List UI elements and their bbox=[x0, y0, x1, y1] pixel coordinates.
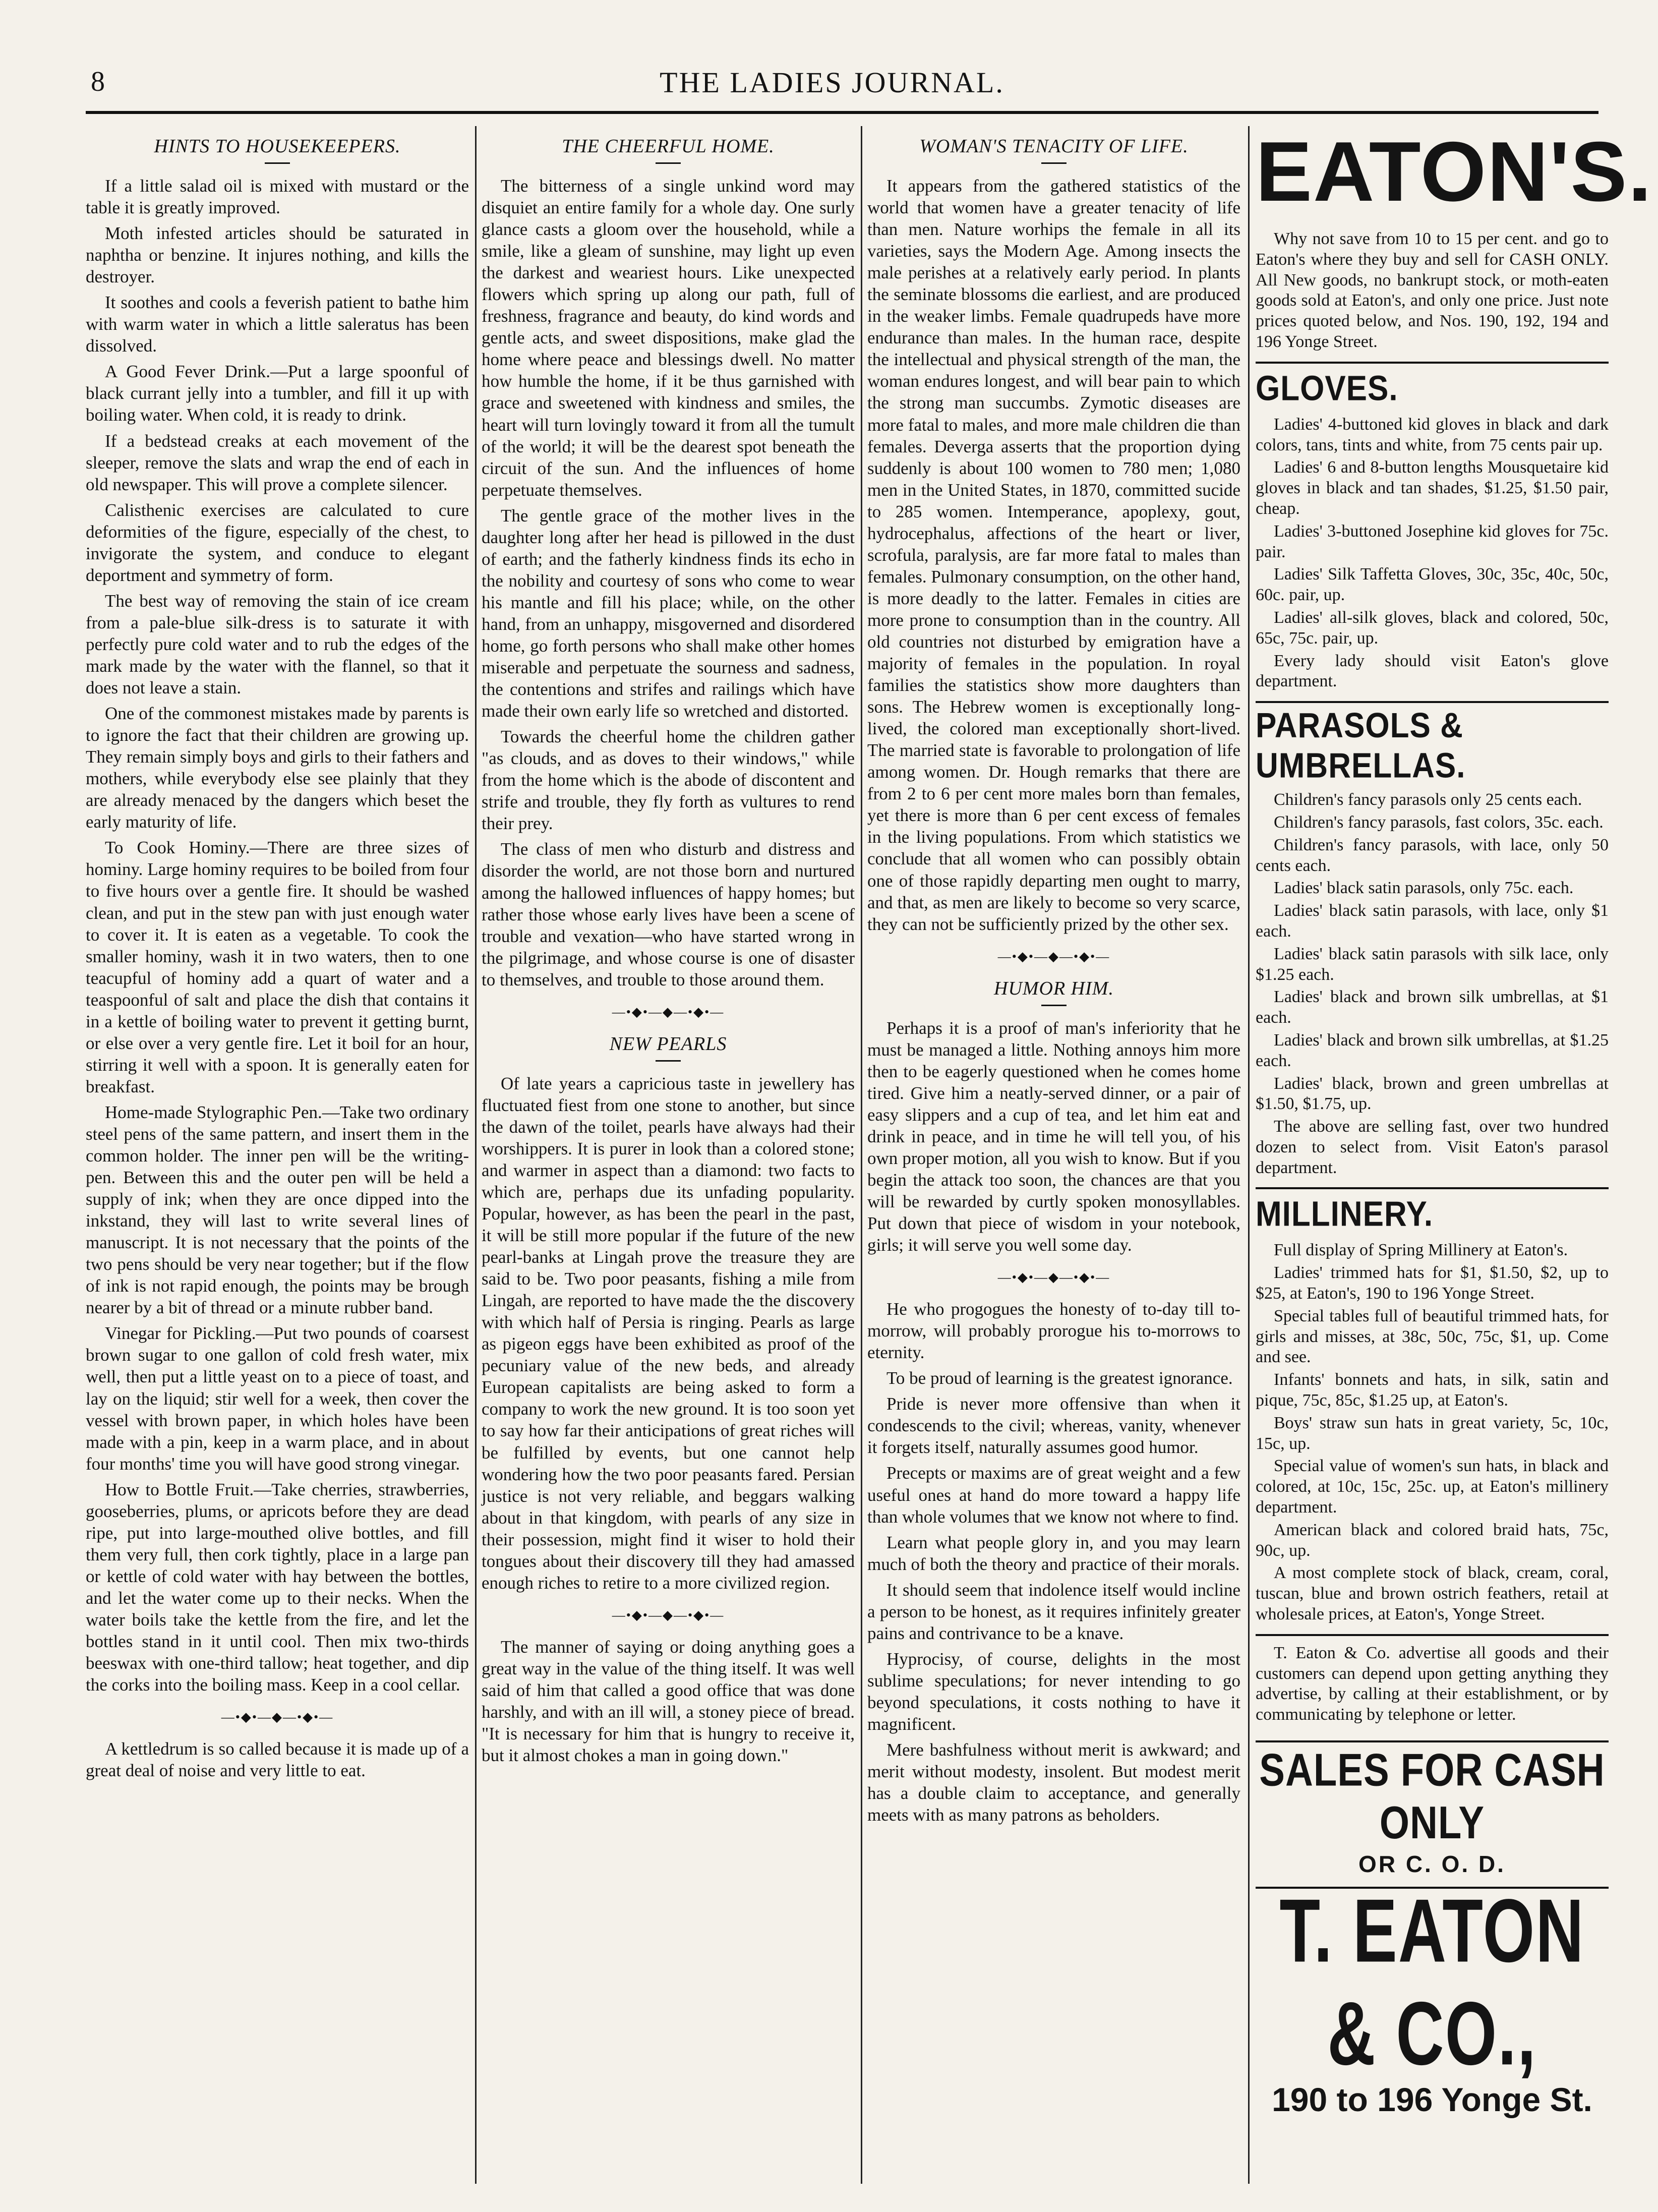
section-ornament: —•◆•—◆—•◆•— bbox=[612, 1004, 725, 1019]
title-rule bbox=[656, 1060, 681, 1062]
article-paragraph: The best way of removing the stain of ice cream from a pale-blue silk-dress is to saturate it with perfectly pure cold water and to rub the edges of the mark made by the water with the flannel, so that it does not leave a stain. bbox=[86, 591, 469, 698]
section-title: THE CHEERFUL HOME. bbox=[562, 136, 775, 157]
article-paragraph: The class of men who disturb and distress and disorder the world, are not those born and nurtured among the hallowed influences of happy homes; but rather those whose early lives have been a scene of trouble and vexation—who have started wrong in the pilgrimage, and whose course is one of disaster to themselves, and trouble to those around them. bbox=[482, 839, 855, 989]
price-item: Ladies' black satin parasols, only 75c. each. bbox=[1274, 879, 1574, 898]
maxim-paragraph: It should seem that indolence itself would incline a person to be honest, as it requires infinitely greater pains and contrivance to be a knave. bbox=[867, 1580, 1240, 1643]
advertisement-closing: T. Eaton & Co. advertise all goods and their customers can depend upon getting anything they advertise, by calling at their establishment, or by communicating by telephone or letter. bbox=[1256, 1643, 1609, 1724]
price-item: Ladies' black and brown silk umbrellas, at $1 each. bbox=[1256, 987, 1609, 1027]
article-paragraph: Of late years a capricious taste in jewellery has fluctuated fiest from one stone to another, but since the dawn of the toilet, pearls have always had their worshippers. It is purer in look than a colored stone; and warmer in aspect than a diamond: two facts to which are, perhaps due its unfading popularity. Popular, however, as has been the pearl in the past, it will be still more popular if the future of the new pearl-banks at Lingah prove the treasure they are said to be. Two poor peasants, fishing a mile from Lingah, are reported to have made the the discovery with which half of Persia is ringing. Pearls as large as pigeon eggs have been exhibited as proof of the pecuniary value of the new beds, and already European capitalists are being asked to form a company to work the new ground. It is too soon yet to say how far their anticipations of great riches will be fulfilled by events, but one cannot help wondering how the two poor peasants fared. Persian justice is not very reliable, and beggars walking about in that kingdom, with pearls of any size in their possession, might find it wiser to hold their tongues about their discovery till they had amassed enough riches to retire to a more civilized region. bbox=[482, 1073, 855, 1593]
price-item: Ladies' 3-buttoned Josephine kid gloves for 75c. pair. bbox=[1256, 521, 1609, 561]
article-paragraph: A Good Fever Drink.—Put a large spoonful of black currant jelly into a tumbler, and fill it up with boiling water. When cold, it is ready to drink. bbox=[86, 362, 469, 425]
article-paragraph: Moth infested articles should be saturated in naphtha or benzine. It injures nothing, and kills the destroyer. bbox=[86, 223, 469, 287]
article-paragraph: How to Bottle Fruit.—Take cherries, strawberries, gooseberries, plums, or apricots before they are dead ripe, put into large-mouthed olive bottles, and fill them very full, then cork tightly, place in a large pan or kettle of cold water with hay between the bottles, and let the water come up to their necks. When the water boils take the kettle from the fire, and let the bottles stand in it until cool. Then mix two-thirds beeswax with one-third tallow; heat together, and dip the corks into the boiling mass. Keep in a cool cellar. bbox=[86, 1479, 469, 1695]
maxim-paragraph: Precepts or maxims are of great weight and a few useful ones at hand do more toward a happy life than whole volumes that we know not where to find. bbox=[867, 1463, 1240, 1527]
price-item: Every lady should visit Eaton's glove department. bbox=[1256, 651, 1609, 691]
article-column bbox=[482, 126, 855, 2184]
article-paragraph: It appears from the gathered statistics of the world that women have a greater tenacity of life than men. Nature worhips the female in all its varieties, says the Modern Age. Among insects the male perishes at a relatively early period. In plants the seminate blossoms die earliest, and are produced in the weaker limbs. Female quadrupeds have more endurance than males. In the human race, despite the intellectual and physical strength of the man, the woman endures longest, and will bear pain to which the strong man succumbs. Zymotic diseases are more fatal to males, and more male children die than females. Deverga asserts that the proportion dying suddenly is about 100 women to 780 men; 1,080 men in the United States, in 1870, committed sucide to 285 women. Intemperance, apoplexy, gout, hydrocephalus, affections of the heart or liver, scrofula, paralysis, are far more fatal to males than females. Pulmonary consumption, on the other hand, is more deadly to the latter. Females in cities are more prone to consumption than in the country. All old countries not disturbed by emigration have a majority of females in the population. In royal families the statistics show more daughters than sons. The Hebrew women is exceptionally long-lived, the colored man exceptionally short-lived. The married state is favorable to prolongation of life among women. Dr. Hough remarks that there are from 2 to 6 per cent more males born than females, yet there is more than 6 per cent excess of females in the living populations. From which statistics we conclude that all women who can possibly obtain one of those rapidly departing men ought to marry, and that, as men are likely to become so very scarce, they can not be sufficiently prized by the other sex. bbox=[867, 176, 1240, 934]
column-divider bbox=[475, 126, 477, 2184]
advertisement-section-title: GLOVES. bbox=[1256, 369, 1398, 408]
article-paragraph: The gentle grace of the mother lives in the daughter long after her head is pillowed in the dust of earth; and the fatherly kindness finds its echo in the nobility and courtesy of sons who come to wear his mantle and fill his place; while, on the other hand, from an unhappy, misgoverned and disordered home, go forth persons who shall make other homes miserable and perpetuate the sourness and sadness, the contentions and strifes and railings which have made their own early life so wretched and distorted. bbox=[482, 505, 855, 721]
article-paragraph: If a bedstead creaks at each movement of the sleeper, remove the slats and wrap the end of each in old newspaper. This will prove a complete silencer. bbox=[86, 431, 469, 494]
price-item: Infants' bonnets and hats, in silk, satin and pique, 75c, 85c, $1.25 up, at Eaton's. bbox=[1256, 1370, 1609, 1410]
cash-only-banner bbox=[1256, 1740, 1609, 1889]
advertisement-section-title: MILLINERY. bbox=[1256, 1195, 1434, 1234]
price-item: Ladies' black satin parasols, with lace, only $1 each. bbox=[1256, 901, 1609, 941]
section-title: WOMAN'S TENACITY OF LIFE. bbox=[919, 136, 1189, 157]
maxim-paragraph: Hyprocisy, of course, delights in the most sublime speculations; for never intending to go beyond speculations, it costs nothing to have it magnificent. bbox=[867, 1649, 1240, 1734]
advertisement-column bbox=[1256, 124, 1653, 2184]
article-paragraph: Towards the cheerful home the children gather "as clouds, and as doves to their windows," while from the home which is the abode of discontent and strife and trouble, they fly forth as vultures to rend their prey. bbox=[482, 727, 855, 834]
price-item: Ladies' black satin parasols with silk lace, only $1.25 each. bbox=[1256, 944, 1609, 984]
price-item: Special tables full of beautiful trimmed hats, for girls and misses, at 38c, 50c, 75c, $1, up. Come and see. bbox=[1256, 1306, 1609, 1367]
journal-title: THE LADIES JOURNAL. bbox=[660, 66, 1004, 99]
article-paragraph: Vinegar for Pickling.—Put two pounds of coarsest brown sugar to one gallon of cold fresh water, mix well, then put a little yeast on to a piece of toast, and lay on the liquid; stir well for a week, then cover the vessel with brown paper, in which holes have been made with a pin, keep in a warm place, and in about four months' time you will have good strong vinegar. bbox=[86, 1323, 469, 1474]
price-item: Children's fancy parasols, fast colors, 35c. each. bbox=[1274, 812, 1604, 832]
title-rule bbox=[1041, 162, 1067, 164]
section-title: HINTS TO HOUSEKEEPERS. bbox=[154, 136, 401, 157]
section-rule bbox=[1256, 1187, 1609, 1189]
price-item: Special value of women's sun hats, in black and colored, at 10c, 15c, 25c. up, at Eaton's millinery department. bbox=[1256, 1457, 1609, 1517]
price-item: Ladies' black, brown and green umbrellas at $1.50, $1.75, up. bbox=[1256, 1074, 1609, 1114]
cash-only-line: SALES FOR CASH ONLY bbox=[1259, 1744, 1605, 1849]
article-paragraph: The bitterness of a single unkind word may disquiet an entire family for a whole day. One surly glance casts a gloom over the household, while a smile, like a gleam of sunshine, may light up even the darkest and weariest hours. Like unexpected flowers which spring up along our path, full of freshness, fragrance and beauty, do kind words and gentle acts, and sweet dispositions, make glad the home where peace and blessings dwell. No matter how humble the home, if it be thus garnished with grace and sweetened with kindness and smiles, the heart will turn lovingly toward it from all the tumult of the world; it will be the dearest spot beneath the circuit of the sun. And the influences of home perpetuate themselves. bbox=[482, 176, 855, 500]
company-name: T. EATON & CO., bbox=[1279, 1880, 1585, 2084]
maxim-paragraph: To be proud of learning is the greatest ignorance. bbox=[886, 1368, 1233, 1388]
advertisement-section-title: PARASOLS & UMBRELLAS. bbox=[1256, 706, 1466, 786]
column-divider bbox=[861, 126, 862, 2184]
price-item: Ladies' black and brown silk umbrellas, at $1.25 each. bbox=[1256, 1030, 1609, 1070]
price-item: Ladies' all-silk gloves, black and colored, 50c, 65c, 75c. pair, up. bbox=[1256, 608, 1609, 648]
company-address: 190 to 196 Yonge St. bbox=[1272, 2081, 1592, 2119]
price-item: Full display of Spring Millinery at Eaton's. bbox=[1274, 1241, 1568, 1260]
price-item: The above are selling fast, over two hundred dozen to select from. Visit Eaton's parasol department. bbox=[1256, 1117, 1609, 1177]
article-paragraph: Perhaps it is a proof of man's inferiority that he must be managed a little. Nothing annoys him more then to be eagerly questioned when he comes home tired. Give him a neatly-served dinner, or a pair of easy slippers and a cup of tea, and let him eat and drink in peace, and in time he will tell you, of his own proper motion, all you wish to know. But if you begin the attack too soon, the chances are that you will be rewarded by curtly spoken monosyllables. Put down that piece of wisdom in your notebook, girls; it will serve you well some day. bbox=[867, 1018, 1240, 1255]
cod-line: OR C. O. D. bbox=[1358, 1851, 1506, 1878]
section-rule bbox=[1256, 701, 1609, 703]
section-ornament: —•◆•—◆—•◆•— bbox=[612, 1607, 725, 1622]
section-rule bbox=[1256, 362, 1609, 364]
page-number: 8 bbox=[91, 66, 105, 97]
maxim-paragraph: Pride is never more offensive than when it condescends to the civil; whereas, vanity, whenever it forgets itself, naturally assumes good humor. bbox=[867, 1394, 1240, 1458]
article-paragraph: It soothes and cools a feverish patient to bathe him with warm water in which a little saleratus has been dissolved. bbox=[86, 293, 469, 356]
section-ornament: —•◆•—◆—•◆•— bbox=[997, 949, 1110, 964]
article-paragraph: Calisthenic exercises are calculated to cure deformities of the figure, especially of the chest, to invigorate the system, and conduce to elegant deportment and symmetry of form. bbox=[86, 500, 469, 585]
price-item: Ladies' 6 and 8-button lengths Mousquetaire kid gloves in black and tan shades, $1.25, $1.50 pair, cheap. bbox=[1256, 458, 1609, 518]
section-ornament: —•◆•—◆—•◆•— bbox=[221, 1710, 334, 1725]
article-paragraph: If a little salad oil is mixed with mustard or the table it is greatly improved. bbox=[86, 176, 469, 218]
advertisement-intro: Why not save from 10 to 15 per cent. and go to Eaton's where they buy and sell for CASH ONLY. All New goods, no bankrupt stock, or moth-eaten goods sold at Eaton's, and only one price. Just note prices quoted below, and Nos. 190, 192, 194 and 196 Yonge Street. bbox=[1256, 229, 1609, 351]
section-title: NEW PEARLS bbox=[609, 1033, 727, 1055]
title-rule bbox=[1041, 1005, 1067, 1006]
maxim-paragraph: Mere bashfulness without merit is awkward; and merit without modesty, insolent. But modest merit has a double claim to acceptance, and generally meets with as many patrons as beholders. bbox=[867, 1740, 1240, 1825]
price-item: Boys' straw sun hats in great variety, 5c, 10c, 15c, up. bbox=[1256, 1413, 1609, 1453]
article-column bbox=[867, 126, 1240, 2184]
title-rule bbox=[656, 162, 681, 164]
price-item: Children's fancy parasols only 25 cents each. bbox=[1274, 790, 1582, 809]
section-title: HUMOR HIM. bbox=[994, 977, 1114, 999]
price-item: Ladies' trimmed hats for $1, $1.50, $2, up to $25, at Eaton's, 190 to 196 Yonge Street. bbox=[1256, 1263, 1609, 1303]
maxim-paragraph: He who progogues the honesty of to-day till to-morrow, will probably prorogue his to-morrows to eternity. bbox=[867, 1299, 1240, 1363]
article-paragraph: Home-made Stylographic Pen.—Take two ordinary steel pens of the same pattern, and insert them in the common holder. The inner pen will be the writing-pen. Between this and the outer pen will be held a supply of ink; when they are once dipped into the inkstand, they will last to write several lines of manuscript. It is not necessary that the points of the two pens should be very near together; but if the flow of ink is not rapid enough, the points may be brough nearer by a bit of thread or a minute rubber band. bbox=[86, 1102, 469, 1318]
section-rule bbox=[1256, 1634, 1609, 1636]
column-divider bbox=[1248, 126, 1250, 2184]
advertisement-headline: EATON'S. bbox=[1256, 124, 1653, 219]
price-item: Ladies' 4-buttoned kid gloves in black and dark colors, tans, tints and white, from 75 cents pair up. bbox=[1256, 415, 1609, 454]
article-paragraph: One of the commonest mistakes made by parents is to ignore the fact that their children are growing up. They remain simply boys and girls to their fathers and mothers, while everybody else see plainly that they are already menaced by the dangers which beset the early maturity of life. bbox=[86, 704, 469, 832]
page-header bbox=[91, 61, 1573, 106]
section-ornament: —•◆•—◆—•◆•— bbox=[997, 1270, 1110, 1285]
advertisement-sections bbox=[1256, 362, 1609, 1625]
price-item: American black and colored braid hats, 75c, 90c, up. bbox=[1256, 1520, 1609, 1560]
price-item: Ladies' Silk Taffetta Gloves, 30c, 35c, 40c, 50c, 60c. pair, up. bbox=[1256, 565, 1609, 605]
article-paragraph: To Cook Hominy.—There are three sizes of hominy. Large hominy requires to be boiled from four to five hours over a gentle fire. It should be washed clean, and put in the stew pan with just enough water to cover it. It is eaten as a vegetable. To cook the smaller hominy, wash it in two waters, then to one teacupful of hominy add a quart of water and a teaspoonful of salt and place the dish that contains it in a kettle of boiling water to prevent it getting burnt, or else over a very gentle fire. Let it boil for an hour, stirring it well with a spoon. It is generally eaten for breakfast. bbox=[86, 838, 469, 1096]
price-item: A most complete stock of black, cream, coral, tuscan, blue and brown ostrich feathers, retail at wholesale prices, at Eaton's, Yonge Street. bbox=[1256, 1563, 1609, 1624]
title-rule bbox=[265, 162, 290, 164]
maxim-paragraph: The manner of saying or doing anything goes a great way in the value of the thing itself. It was well said of him that called a good office that was done harshly, and with an ill will, a stoney piece of bread. "It is necessary for him that is hungry to receive it, but it almost chokes a man in going down." bbox=[482, 1637, 855, 1766]
article-column bbox=[86, 126, 469, 2184]
header-rule bbox=[86, 111, 1598, 114]
price-item: Children's fancy parasols, with lace, only 50 cents each. bbox=[1256, 835, 1609, 875]
maxim-paragraph: A kettledrum is so called because it is made up of a great deal of noise and very little to eat. bbox=[86, 1739, 469, 1781]
maxim-paragraph: Learn what people glory in, and you may learn much of both the theory and practice of their morals. bbox=[867, 1532, 1240, 1574]
